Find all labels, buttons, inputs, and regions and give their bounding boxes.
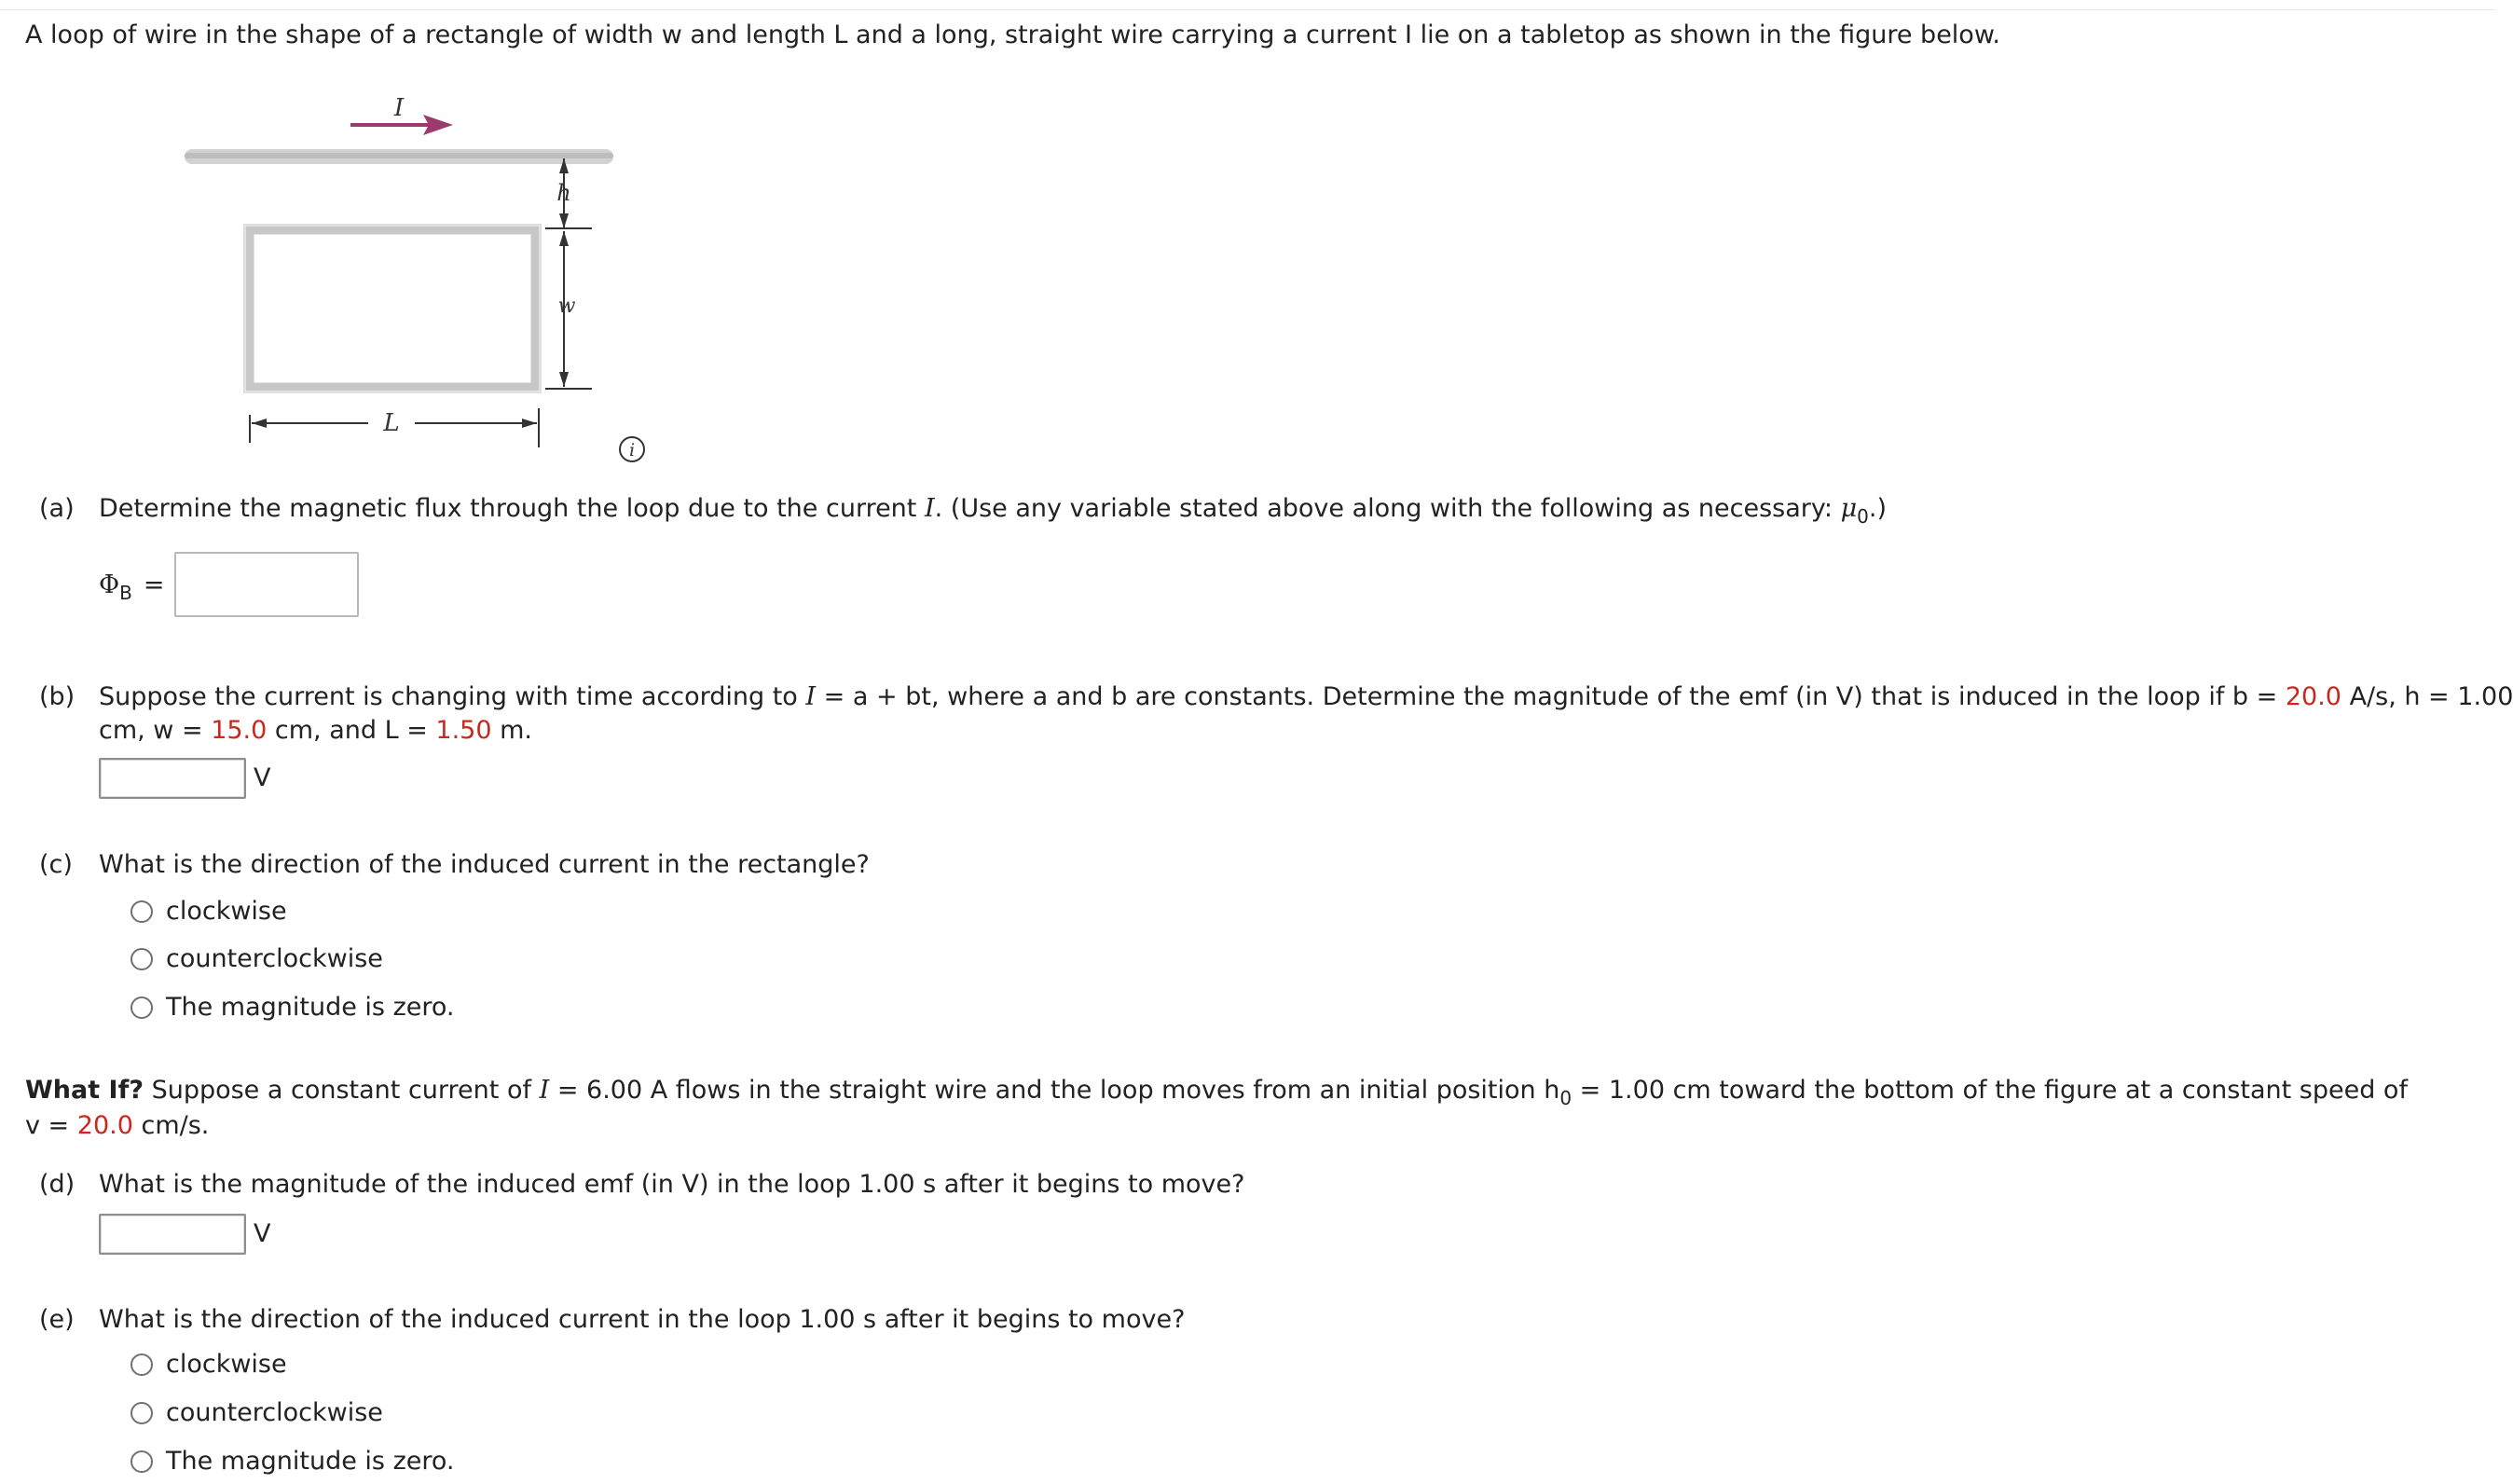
part-c-label: (c) [39, 850, 73, 879]
intro-text: A loop of wire in the shape of a rectangle of width w and length L and a long, straight wire carrying a current I lie on a tabletop as shown in the figure below. [25, 21, 2001, 49]
part-c-option-clockwise[interactable]: clockwise [130, 895, 287, 928]
b-value: 20.0 [2285, 682, 2341, 711]
part-d-label: (d) [39, 1170, 76, 1199]
figure-label-I: I [393, 94, 405, 122]
radio-button[interactable] [130, 900, 153, 923]
part-e-option-zero[interactable]: The magnitude is zero. [130, 1445, 455, 1478]
part-e-label: (e) [39, 1305, 75, 1334]
svg-text:i: i [628, 440, 636, 460]
what-if-line1: What If? Suppose a constant current of I = 6.00 A flows in the straight wire and the loop moves from an initial position $h_0 = 1.00$ cm toward the bottom of the figure at a constant speed of [25, 1076, 2408, 1109]
L-value: 1.50 [435, 716, 492, 745]
part-a-question: Determine the magnetic flux through the loop due to the current I. (Use any variable stated above along with the following as necessary: $\mu_0$.) [99, 494, 1887, 528]
radio-button[interactable] [130, 996, 153, 1019]
figure-label-L: L [383, 409, 400, 437]
part-b-label: (b) [39, 682, 76, 711]
w-value: 15.0 [211, 716, 268, 745]
part-b-question-line2: cm, w = 15.0 cm, and L = 1.50 m. [99, 716, 533, 745]
part-e-question: What is the direction of the induced current in the loop 1.00 s after it begins to move? [99, 1305, 1186, 1334]
radio-button[interactable] [130, 1450, 153, 1473]
part-b-question-line1: Suppose the current is changing with time according to I = a + bt, where a and b are constants. Determine the magnitude of the emf (in V) that is induced in the loop if b = 20.0 A/s, h = 1.00 [99, 682, 2513, 711]
figure-label-h: h [556, 180, 571, 206]
w-arrow-down [559, 372, 569, 387]
v-value: 20.0 [76, 1111, 133, 1140]
flux-label: $\Phi_B$ = [99, 570, 165, 604]
what-if-line2: v = 20.0 cm/s. [25, 1111, 210, 1140]
radio-button[interactable] [130, 1353, 153, 1376]
radio-button[interactable] [130, 948, 153, 970]
part-a-label: (a) [39, 494, 75, 523]
emf-unit: V [254, 763, 271, 792]
part-c-option-zero[interactable]: The magnitude is zero. [130, 991, 455, 1024]
info-icon[interactable] [617, 434, 647, 464]
radio-button[interactable] [130, 1402, 153, 1424]
emf-moving-unit: V [254, 1219, 271, 1248]
wire-loop [250, 230, 535, 387]
part-d-question: What is the magnitude of the induced emf (in V) in the loop 1.00 s after it begins to move? [99, 1170, 1245, 1199]
L-arrow-right [522, 419, 537, 428]
L-arrow-left [252, 419, 267, 428]
flux-answer-input[interactable] [174, 552, 359, 617]
h-arrow-down [559, 213, 569, 228]
part-e-option-clockwise[interactable]: clockwise [130, 1348, 287, 1381]
figure-wire-loop [168, 84, 634, 457]
w-arrow-up [559, 231, 569, 246]
part-e-option-counterclockwise[interactable]: counterclockwise [130, 1396, 383, 1430]
top-divider [0, 0, 2494, 10]
part-c-question: What is the direction of the induced current in the rectangle? [99, 850, 870, 879]
figure-label-w: w [557, 295, 576, 318]
emf-moving-answer-input[interactable] [99, 1214, 246, 1255]
part-c-option-counterclockwise[interactable]: counterclockwise [130, 942, 383, 976]
emf-answer-input[interactable] [99, 758, 246, 799]
